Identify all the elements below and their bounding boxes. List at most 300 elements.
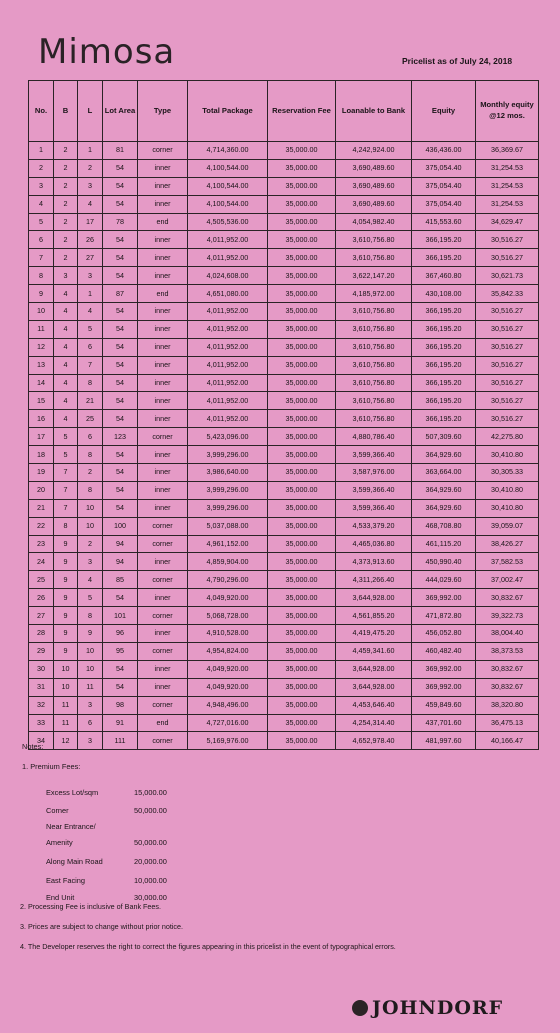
table-cell: 19 (29, 464, 54, 482)
column-header-monthly-equity: Monthly equity @12 mos. (476, 81, 539, 142)
table-cell: 366,195.20 (412, 249, 476, 267)
table-cell: 10 (78, 642, 103, 660)
table-cell: 4,505,536.00 (188, 213, 268, 231)
note-price-change: 3. Prices are subject to change without prior notice. (20, 922, 184, 931)
table-cell: inner (138, 625, 188, 643)
table-cell: 30,516.27 (476, 410, 539, 428)
table-cell: inner (138, 446, 188, 464)
table-cell: 5 (29, 213, 54, 231)
table-cell: 415,553.60 (412, 213, 476, 231)
table-cell: 35,000.00 (268, 177, 336, 195)
table-row (29, 231, 539, 249)
table-cell: 366,195.20 (412, 231, 476, 249)
table-cell: 3,644,928.00 (336, 678, 412, 696)
pricelist-date: Pricelist as of July 24, 2018 (402, 56, 513, 66)
table-row (29, 607, 539, 625)
table-cell: 36,369.67 (476, 142, 539, 160)
column-header-equity: Equity (412, 81, 476, 142)
table-cell: 54 (103, 195, 138, 213)
table-cell: 4,011,952.00 (188, 356, 268, 374)
table-cell: 4 (54, 410, 78, 428)
johndorf-emblem-icon (352, 1000, 368, 1016)
premium-fee-value: 15,000.00 (134, 788, 167, 797)
table-cell: 4,011,952.00 (188, 338, 268, 356)
table-cell: 30,516.27 (476, 356, 539, 374)
table-cell: 3,610,756.80 (336, 338, 412, 356)
table-cell: 31,254.53 (476, 195, 539, 213)
table-cell: 30,832.67 (476, 660, 539, 678)
premium-fee-value: 30,000.00 (134, 893, 167, 902)
table-cell: 35,000.00 (268, 678, 336, 696)
table-cell: 13 (29, 356, 54, 374)
table-cell: 6 (78, 338, 103, 356)
table-cell: 16 (29, 410, 54, 428)
table-cell: 3,690,489.60 (336, 177, 412, 195)
table-cell: 35,000.00 (268, 195, 336, 213)
table-cell: 4,727,016.00 (188, 714, 268, 732)
table-row (29, 499, 539, 517)
table-cell: 4 (54, 338, 78, 356)
table-cell: 4 (54, 303, 78, 321)
premium-fee-value: 20,000.00 (134, 857, 167, 866)
table-cell: 14 (29, 374, 54, 392)
table-cell: 2 (54, 177, 78, 195)
table-cell: 35,000.00 (268, 159, 336, 177)
table-cell: 35,000.00 (268, 392, 336, 410)
table-cell: inner (138, 320, 188, 338)
table-cell: 17 (29, 428, 54, 446)
table-cell: 375,054.40 (412, 177, 476, 195)
table-cell: corner (138, 732, 188, 750)
table-cell: 4 (54, 356, 78, 374)
table-cell: 6 (78, 428, 103, 446)
table-cell: 91 (103, 714, 138, 732)
table-cell: 430,108.00 (412, 285, 476, 303)
table-cell: 4,185,972.00 (336, 285, 412, 303)
table-row (29, 392, 539, 410)
table-cell: 3,644,928.00 (336, 589, 412, 607)
table-cell: 9 (54, 589, 78, 607)
table-cell: 364,929.60 (412, 446, 476, 464)
table-cell: inner (138, 481, 188, 499)
table-cell: 436,436.00 (412, 142, 476, 160)
table-cell: 35,842.33 (476, 285, 539, 303)
table-cell: 3,599,366.40 (336, 499, 412, 517)
table-cell: 54 (103, 356, 138, 374)
table-cell: 4,024,608.00 (188, 267, 268, 285)
table-cell: 3,610,756.80 (336, 231, 412, 249)
table-cell: 4,100,544.00 (188, 177, 268, 195)
table-cell: 10 (78, 499, 103, 517)
column-header-reservation-fee: Reservation Fee (268, 81, 336, 142)
table-cell: 366,195.20 (412, 338, 476, 356)
table-cell: 7 (54, 499, 78, 517)
table-cell: 87 (103, 285, 138, 303)
table-cell: 2 (78, 159, 103, 177)
table-cell: 27 (29, 607, 54, 625)
table-cell: 366,195.20 (412, 392, 476, 410)
table-cell: 54 (103, 410, 138, 428)
table-cell: corner (138, 607, 188, 625)
table-cell: 54 (103, 159, 138, 177)
table-cell: 35,000.00 (268, 267, 336, 285)
table-cell: 461,115.20 (412, 535, 476, 553)
table-row (29, 714, 539, 732)
table-cell: corner (138, 517, 188, 535)
table-cell: 2 (54, 231, 78, 249)
table-cell: 4,254,314.40 (336, 714, 412, 732)
table-cell: 9 (54, 553, 78, 571)
table-cell: 460,482.40 (412, 642, 476, 660)
table-cell: 4,011,952.00 (188, 303, 268, 321)
table-cell: 30,410.80 (476, 481, 539, 499)
table-cell: 35,000.00 (268, 625, 336, 643)
table-cell: 4,948,496.00 (188, 696, 268, 714)
table-cell: 4,100,544.00 (188, 159, 268, 177)
table-cell: 3,610,756.80 (336, 320, 412, 338)
table-cell: 367,460.80 (412, 267, 476, 285)
table-cell: 54 (103, 392, 138, 410)
table-row (29, 625, 539, 643)
table-row (29, 338, 539, 356)
table-cell: 3,610,756.80 (336, 303, 412, 321)
table-cell: 3,610,756.80 (336, 249, 412, 267)
table-cell: corner (138, 696, 188, 714)
table-cell: 4,714,360.00 (188, 142, 268, 160)
table-cell: 4,011,952.00 (188, 392, 268, 410)
table-body (29, 142, 539, 750)
table-cell: 35,000.00 (268, 446, 336, 464)
table-row (29, 553, 539, 571)
table-cell: 29 (29, 642, 54, 660)
table-cell: inner (138, 499, 188, 517)
table-cell: 78 (103, 213, 138, 231)
table-cell: inner (138, 338, 188, 356)
table-cell: 30,832.67 (476, 589, 539, 607)
table-cell: 30,516.27 (476, 249, 539, 267)
table-cell: 4,790,296.00 (188, 571, 268, 589)
table-cell: 471,872.80 (412, 607, 476, 625)
table-cell: 10 (78, 660, 103, 678)
table-row (29, 195, 539, 213)
table-cell: 8 (78, 607, 103, 625)
table-cell: inner (138, 410, 188, 428)
table-cell: 3 (29, 177, 54, 195)
table-cell: 2 (54, 142, 78, 160)
table-cell: 10 (29, 303, 54, 321)
table-cell: 26 (29, 589, 54, 607)
table-cell: 4,961,152.00 (188, 535, 268, 553)
table-cell: 31,254.53 (476, 159, 539, 177)
table-cell: 4 (78, 303, 103, 321)
table-cell: 54 (103, 249, 138, 267)
table-row (29, 571, 539, 589)
table-cell: 4,311,266.40 (336, 571, 412, 589)
table-cell: 450,990.40 (412, 553, 476, 571)
table-cell: 9 (29, 285, 54, 303)
table-cell: 8 (78, 446, 103, 464)
table-row (29, 642, 539, 660)
table-cell: 54 (103, 338, 138, 356)
table-cell: 35,000.00 (268, 142, 336, 160)
table-cell: inner (138, 303, 188, 321)
table-cell: 111 (103, 732, 138, 750)
table-cell: 4,100,544.00 (188, 195, 268, 213)
table-cell: 7 (54, 464, 78, 482)
table-cell: 3,690,489.60 (336, 159, 412, 177)
table-row (29, 303, 539, 321)
table-cell: 3,999,296.00 (188, 499, 268, 517)
table-cell: 39,059.07 (476, 517, 539, 535)
table-cell: 4,880,786.40 (336, 428, 412, 446)
table-cell: 4 (54, 392, 78, 410)
table-cell: 35,000.00 (268, 517, 336, 535)
table-cell: 38,373.53 (476, 642, 539, 660)
table-cell: 18 (29, 446, 54, 464)
table-cell: 4,011,952.00 (188, 320, 268, 338)
table-cell: 30,410.80 (476, 446, 539, 464)
table-cell: inner (138, 195, 188, 213)
table-cell: 366,195.20 (412, 320, 476, 338)
table-cell: 1 (78, 142, 103, 160)
table-cell: 459,849.60 (412, 696, 476, 714)
table-cell: 4,459,341.60 (336, 642, 412, 660)
table-cell: 2 (78, 535, 103, 553)
premium-fee-label: Amenity (46, 838, 73, 847)
table-cell: 5 (54, 428, 78, 446)
brand-text: JOHNDORF (372, 997, 504, 1019)
column-header-loanable-to-bank: Loanable to Bank (336, 81, 412, 142)
table-cell: 366,195.20 (412, 374, 476, 392)
table-cell: 5 (78, 589, 103, 607)
table-cell: 4 (54, 320, 78, 338)
premium-fee-value: 50,000.00 (134, 838, 167, 847)
table-cell: 8 (54, 517, 78, 535)
table-cell: 28 (29, 625, 54, 643)
table-cell: 7 (78, 356, 103, 374)
table-cell: 3 (78, 732, 103, 750)
premium-fee-label: Corner (46, 806, 69, 815)
table-cell: 25 (78, 410, 103, 428)
table-cell: 3 (78, 553, 103, 571)
table-cell: 36,475.13 (476, 714, 539, 732)
table-cell: 4,453,646.40 (336, 696, 412, 714)
table-cell: 444,029.60 (412, 571, 476, 589)
table-cell: 4,910,528.00 (188, 625, 268, 643)
table-cell: 35,000.00 (268, 428, 336, 446)
table-cell: 5,169,976.00 (188, 732, 268, 750)
table-cell: 437,701.60 (412, 714, 476, 732)
table-cell: 38,320.80 (476, 696, 539, 714)
table-cell: 35,000.00 (268, 285, 336, 303)
table-cell: 9 (54, 607, 78, 625)
table-cell: inner (138, 231, 188, 249)
table-cell: 21 (78, 392, 103, 410)
table-cell: 3,610,756.80 (336, 392, 412, 410)
table-cell: 35,000.00 (268, 535, 336, 553)
table-cell: 3,690,489.60 (336, 195, 412, 213)
table-cell: 2 (54, 159, 78, 177)
table-cell: 10 (54, 660, 78, 678)
table-cell: 35,000.00 (268, 481, 336, 499)
table-cell: 17 (78, 213, 103, 231)
table-cell: 7 (54, 481, 78, 499)
note-developer-rights: 4. The Developer reserves the right to correct the figures appearing in this pricelist in the event of typographical errors. (20, 942, 396, 951)
table-cell: 35,000.00 (268, 231, 336, 249)
table-cell: 35,000.00 (268, 303, 336, 321)
table-cell: 37,582.53 (476, 553, 539, 571)
table-cell: 364,929.60 (412, 499, 476, 517)
table-cell: 4,533,379.20 (336, 517, 412, 535)
table-row (29, 696, 539, 714)
table-cell: 22 (29, 517, 54, 535)
table-cell: 507,309.60 (412, 428, 476, 446)
table-cell: 369,992.00 (412, 660, 476, 678)
table-cell: 35,000.00 (268, 499, 336, 517)
table-cell: 4,465,036.80 (336, 535, 412, 553)
table-cell: 3 (78, 177, 103, 195)
table-cell: 23 (29, 535, 54, 553)
table-cell: 35,000.00 (268, 338, 336, 356)
table-cell: 3,599,366.40 (336, 481, 412, 499)
table-cell: inner (138, 374, 188, 392)
table-row (29, 589, 539, 607)
table-cell: inner (138, 159, 188, 177)
table-cell: 4,652,978.40 (336, 732, 412, 750)
table-cell: 4 (54, 285, 78, 303)
table-cell: 9 (78, 625, 103, 643)
table-cell: 3,986,640.00 (188, 464, 268, 482)
table-cell: inner (138, 356, 188, 374)
table-cell: 364,929.60 (412, 481, 476, 499)
table-cell: corner (138, 642, 188, 660)
table-cell: 375,054.40 (412, 195, 476, 213)
table-cell: 3,599,366.40 (336, 446, 412, 464)
table-cell: 30,516.27 (476, 231, 539, 249)
table-row (29, 732, 539, 750)
table-cell: 4,859,904.00 (188, 553, 268, 571)
table-cell: 94 (103, 553, 138, 571)
table-cell: 369,992.00 (412, 678, 476, 696)
mimosa-logo: Mimosa (38, 32, 176, 72)
table-cell: 2 (54, 249, 78, 267)
premium-fee-label: Excess Lot/sqm (46, 788, 99, 797)
table-cell: 30,516.27 (476, 374, 539, 392)
table-cell: 4 (78, 571, 103, 589)
table-cell: 27 (78, 249, 103, 267)
table-cell: 54 (103, 446, 138, 464)
table-cell: 9 (54, 571, 78, 589)
table-cell: 4 (54, 374, 78, 392)
table-cell: 35,000.00 (268, 642, 336, 660)
note-processing-fee: 2. Processing Fee is inclusive of Bank Fees. (20, 902, 162, 911)
table-cell: corner (138, 571, 188, 589)
table-cell: inner (138, 392, 188, 410)
table-cell: 4,011,952.00 (188, 410, 268, 428)
table-cell: 54 (103, 267, 138, 285)
table-cell: 4,561,855.20 (336, 607, 412, 625)
table-row (29, 356, 539, 374)
table-cell: 3,587,976.00 (336, 464, 412, 482)
table-cell: 94 (103, 535, 138, 553)
table-cell: 30,516.27 (476, 338, 539, 356)
table-cell: 98 (103, 696, 138, 714)
table-cell: 54 (103, 231, 138, 249)
table-cell: 4,054,982.40 (336, 213, 412, 231)
premium-fee-value: 10,000.00 (134, 876, 167, 885)
table-cell: 2 (54, 195, 78, 213)
table-cell: 35,000.00 (268, 589, 336, 607)
table-row (29, 267, 539, 285)
table-cell: inner (138, 249, 188, 267)
table-cell: 3,610,756.80 (336, 410, 412, 428)
column-header-no: No. (29, 81, 54, 142)
table-cell: 54 (103, 320, 138, 338)
table-cell: 6 (78, 714, 103, 732)
notes-section (22, 742, 80, 775)
table-row (29, 320, 539, 338)
table-cell: 9 (54, 625, 78, 643)
table-cell: 5,423,096.00 (188, 428, 268, 446)
table-cell: 30,516.27 (476, 320, 539, 338)
table-cell: 123 (103, 428, 138, 446)
table-cell: 35,000.00 (268, 249, 336, 267)
table-cell: 40,166.47 (476, 732, 539, 750)
table-cell: 31,254.53 (476, 177, 539, 195)
table-cell: 39,322.73 (476, 607, 539, 625)
table-cell: end (138, 285, 188, 303)
table-cell: 375,054.40 (412, 159, 476, 177)
table-cell: 30,516.27 (476, 303, 539, 321)
table-cell: 5,037,088.00 (188, 517, 268, 535)
table-cell: 5 (54, 446, 78, 464)
column-header-lot-area: Lot Area (103, 81, 138, 142)
table-cell: 3,622,147.20 (336, 267, 412, 285)
table-cell: 8 (78, 374, 103, 392)
table-cell: 481,997.60 (412, 732, 476, 750)
table-cell: end (138, 213, 188, 231)
table-cell: corner (138, 142, 188, 160)
table-cell: 101 (103, 607, 138, 625)
table-cell: 30 (29, 660, 54, 678)
table-cell: 4 (29, 195, 54, 213)
table-cell: 38,426.27 (476, 535, 539, 553)
table-cell: 9 (54, 642, 78, 660)
table-cell: 35,000.00 (268, 213, 336, 231)
table-cell: 4,049,920.00 (188, 660, 268, 678)
table-cell: 8 (78, 481, 103, 499)
table-cell: 54 (103, 464, 138, 482)
table-row (29, 159, 539, 177)
table-cell: 4,242,924.00 (336, 142, 412, 160)
column-header-lot: L (78, 81, 103, 142)
table-cell: 20 (29, 481, 54, 499)
table-cell: 30,832.67 (476, 678, 539, 696)
table-row (29, 464, 539, 482)
table-cell: inner (138, 177, 188, 195)
table-cell: 8 (29, 267, 54, 285)
table-cell: 3,644,928.00 (336, 660, 412, 678)
table-header-row (29, 81, 539, 142)
table-cell: 366,195.20 (412, 303, 476, 321)
table-cell: 1 (78, 285, 103, 303)
table-cell: 5 (78, 320, 103, 338)
table-cell: 3 (54, 267, 78, 285)
table-cell: inner (138, 660, 188, 678)
table-cell: 11 (29, 320, 54, 338)
table-cell: 4,954,824.00 (188, 642, 268, 660)
table-cell: inner (138, 464, 188, 482)
